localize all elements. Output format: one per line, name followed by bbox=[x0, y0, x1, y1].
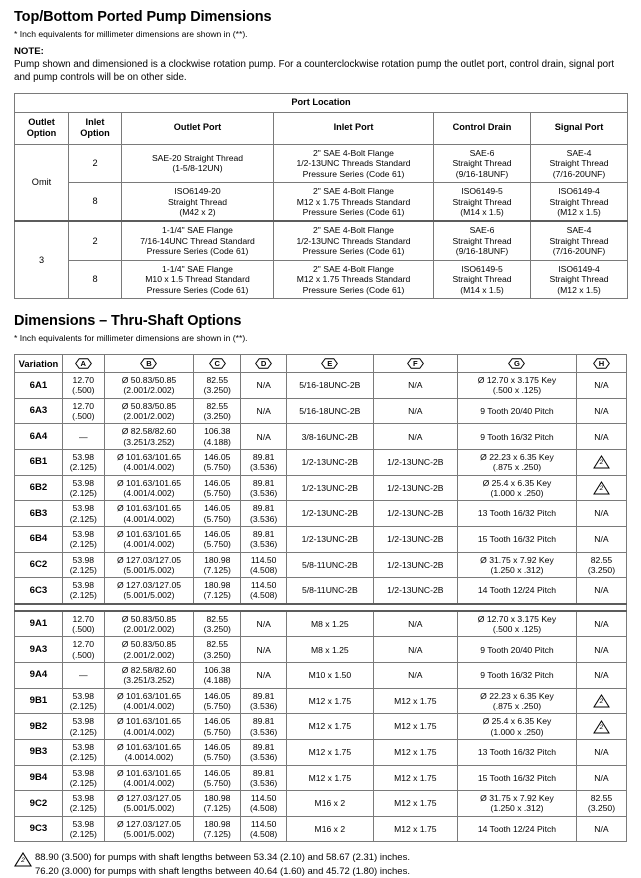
table-row bbox=[15, 475, 627, 501]
cell-dim-h: N/A bbox=[576, 501, 626, 527]
dimensions-table-wrapper bbox=[14, 354, 627, 843]
cell-dim-g: 9 Tooth 20/40 Pitch bbox=[458, 637, 577, 663]
cell-outlet-port: ISO6149-20 Straight Thread (M42 x 2) bbox=[122, 183, 274, 222]
cell-dim-c: 82.55 (3.250) bbox=[194, 637, 241, 663]
cell-dim-d: N/A bbox=[241, 398, 287, 424]
cell-dim-a: 53.98 (2.125) bbox=[62, 816, 104, 842]
cell-inlet-port: 2" SAE 4-Bolt Flange 1/2-13UNC Threads Standard Pressure Series (Code 61) bbox=[274, 221, 434, 260]
footnote-line-2: 76.20 (3.000) for pumps with shaft lengths between 40.64 (1.60) and 45.72 (1.80) inches. bbox=[35, 865, 410, 877]
cell-dim-e: M12 x 1.75 bbox=[287, 739, 374, 765]
cell-dim-h: N/A bbox=[576, 526, 626, 552]
triangle-marker: 2 bbox=[599, 459, 604, 467]
hex-callout-f-icon bbox=[407, 358, 424, 369]
cell-inlet-option: 2 bbox=[69, 144, 122, 182]
cell-outlet-port: SAE-20 Straight Thread (1-5/8-12UN) bbox=[122, 144, 274, 182]
cell-dim-d: N/A bbox=[241, 663, 287, 689]
cell-dim-f: N/A bbox=[373, 611, 457, 637]
cell-inlet-option: 8 bbox=[69, 260, 122, 298]
cell-dim-b: Ø 82.58/82.60 (3.251/3.252) bbox=[104, 424, 194, 450]
cell-dim-c: 146.05 (5.750) bbox=[194, 475, 241, 501]
cell-dim-b: Ø 101.63/101.65 (4.001/4.002) bbox=[104, 688, 194, 714]
cell-dim-d: 114.50 (4.508) bbox=[241, 791, 287, 817]
cell-dim-d: N/A bbox=[241, 637, 287, 663]
dim-col-header-h bbox=[576, 354, 626, 372]
header-inlet-port: Inlet Port bbox=[274, 112, 434, 144]
cell-inlet-option: 8 bbox=[69, 183, 122, 222]
cell-variation: 6B4 bbox=[15, 526, 63, 552]
cell-dim-a: 12.70 (.500) bbox=[62, 373, 104, 399]
cell-dim-b: Ø 50.83/50.85 (2.001/2.002) bbox=[104, 373, 194, 399]
hex-callout-letter: G bbox=[514, 358, 520, 368]
cell-inlet-port: 2" SAE 4-Bolt Flange 1/2-13UNC Threads Standard Pressure Series (Code 61) bbox=[274, 144, 434, 182]
cell-dim-g: Ø 12.70 x 3.175 Key (.500 x .125) bbox=[458, 611, 577, 637]
warning-triangle-icon bbox=[593, 694, 610, 708]
cell-signal-port: ISO6149-4 Straight Thread (M12 x 1.5) bbox=[531, 260, 628, 298]
cell-dim-f: 1/2-13UNC-2B bbox=[373, 578, 457, 604]
cell-dim-f: M12 x 1.75 bbox=[373, 688, 457, 714]
cell-control-drain: SAE-6 Straight Thread (9/16-18UNF) bbox=[434, 144, 531, 182]
header-signal-port: Signal Port bbox=[531, 112, 628, 144]
cell-dim-g: 9 Tooth 16/32 Pitch bbox=[458, 424, 577, 450]
cell-dim-f: M12 x 1.75 bbox=[373, 765, 457, 791]
cell-dim-e: 1/2-13UNC-2B bbox=[287, 475, 374, 501]
cell-dim-e: M10 x 1.50 bbox=[287, 663, 374, 689]
cell-inlet-port: 2" SAE 4-Bolt Flange M12 x 1.75 Threads Standard Pressure Series (Code 61) bbox=[274, 183, 434, 222]
cell-dim-d: 89.81 (3.536) bbox=[241, 450, 287, 476]
cell-dim-b: Ø 127.03/127.05 (5.001/5.002) bbox=[104, 578, 194, 604]
cell-dim-f: 1/2-13UNC-2B bbox=[373, 526, 457, 552]
cell-variation: 9B4 bbox=[15, 765, 63, 791]
cell-dim-f: N/A bbox=[373, 398, 457, 424]
cell-dim-e: M8 x 1.25 bbox=[287, 611, 374, 637]
cell-dim-f: N/A bbox=[373, 424, 457, 450]
hex-callout-e-icon bbox=[321, 358, 338, 369]
cell-dim-a: 53.98 (2.125) bbox=[62, 578, 104, 604]
cell-variation: 6B2 bbox=[15, 475, 63, 501]
cell-dim-a: 12.70 (.500) bbox=[62, 637, 104, 663]
table-row bbox=[15, 144, 628, 182]
triangle-marker: 2 bbox=[599, 723, 604, 731]
cell-dim-c: 180.98 (7.125) bbox=[194, 816, 241, 842]
cell-dim-e: 5/16-18UNC-2B bbox=[287, 398, 374, 424]
cell-dim-b: Ø 50.83/50.85 (2.001/2.002) bbox=[104, 637, 194, 663]
table-row bbox=[15, 526, 627, 552]
cell-dim-e: 5/8-11UNC-2B bbox=[287, 578, 374, 604]
cell-dim-b: Ø 101.63/101.65 (4.001/4.002) bbox=[104, 526, 194, 552]
cell-dim-a: 53.98 (2.125) bbox=[62, 526, 104, 552]
dimensions-inch-note: * Inch equivalents for millimeter dimensions are shown in (**). bbox=[14, 333, 248, 344]
cell-dim-h: N/A bbox=[576, 739, 626, 765]
cell-dim-g: 9 Tooth 16/32 Pitch bbox=[458, 663, 577, 689]
dim-col-header-g bbox=[458, 354, 577, 372]
cell-dim-g: 14 Tooth 12/24 Pitch bbox=[458, 816, 577, 842]
cell-variation: 9C2 bbox=[15, 791, 63, 817]
cell-inlet-option: 2 bbox=[69, 221, 122, 260]
table-row bbox=[15, 688, 627, 714]
dim-col-header-d bbox=[241, 354, 287, 372]
cell-dim-e: 3/8-16UNC-2B bbox=[287, 424, 374, 450]
cell-dim-e: M8 x 1.25 bbox=[287, 637, 374, 663]
dimensions-title: Dimensions – Thru-Shaft Options bbox=[14, 313, 242, 330]
triangle-marker: 2 bbox=[599, 697, 604, 705]
cell-dim-c: 82.55 (3.250) bbox=[194, 373, 241, 399]
cell-dim-a: 53.98 (2.125) bbox=[62, 791, 104, 817]
cell-dim-a: 53.98 (2.125) bbox=[62, 765, 104, 791]
cell-dim-g: Ø 31.75 x 7.92 Key (1.250 x .312) bbox=[458, 552, 577, 578]
cell-variation: 9A4 bbox=[15, 663, 63, 689]
cell-dim-a: 53.98 (2.125) bbox=[62, 688, 104, 714]
table-row bbox=[15, 398, 627, 424]
cell-variation: 6A4 bbox=[15, 424, 63, 450]
cell-dim-d: 114.50 (4.508) bbox=[241, 816, 287, 842]
table-row bbox=[15, 578, 627, 604]
cell-dim-a: 53.98 (2.125) bbox=[62, 450, 104, 476]
cell-dim-c: 146.05 (5.750) bbox=[194, 714, 241, 740]
cell-signal-port: SAE-4 Straight Thread (7/16-20UNF) bbox=[531, 144, 628, 182]
cell-dim-b: Ø 50.83/50.85 (2.001/2.002) bbox=[104, 398, 194, 424]
dim-col-header-a bbox=[62, 354, 104, 372]
cell-signal-port: ISO6149-4 Straight Thread (M12 x 1.5) bbox=[531, 183, 628, 222]
warning-triangle-icon bbox=[593, 481, 610, 495]
cell-dim-h: N/A bbox=[576, 663, 626, 689]
dim-col-header-b bbox=[104, 354, 194, 372]
cell-outlet-option: 3 bbox=[15, 221, 69, 298]
cell-dim-f: 1/2-13UNC-2B bbox=[373, 501, 457, 527]
cell-dim-f: M12 x 1.75 bbox=[373, 791, 457, 817]
cell-variation: 6A3 bbox=[15, 398, 63, 424]
hex-callout-letter: D bbox=[260, 358, 267, 368]
hex-callout-letter: E bbox=[327, 358, 333, 368]
cell-variation: 6B3 bbox=[15, 501, 63, 527]
cell-dim-e: 5/8-11UNC-2B bbox=[287, 552, 374, 578]
cell-dim-a: 53.98 (2.125) bbox=[62, 714, 104, 740]
cell-dim-d: N/A bbox=[241, 611, 287, 637]
cell-dim-f: 1/2-13UNC-2B bbox=[373, 552, 457, 578]
table-row bbox=[15, 450, 627, 476]
cell-control-drain: SAE-6 Straight Thread (9/16-18UNF) bbox=[434, 221, 531, 260]
cell-dim-b: Ø 101.63/101.65 (4.001/4.002) bbox=[104, 450, 194, 476]
hex-callout-letter: A bbox=[80, 358, 87, 368]
cell-dim-c: 146.05 (5.750) bbox=[194, 765, 241, 791]
table-row bbox=[15, 260, 628, 298]
port-table-title: Port Location bbox=[15, 94, 628, 112]
cell-dim-d: 89.81 (3.536) bbox=[241, 765, 287, 791]
cell-dim-d: 89.81 (3.536) bbox=[241, 739, 287, 765]
cell-variation: 9A1 bbox=[15, 611, 63, 637]
cell-dim-a: 53.98 (2.125) bbox=[62, 475, 104, 501]
cell-dim-h: N/A bbox=[576, 373, 626, 399]
dim-col-header-c bbox=[194, 354, 241, 372]
table-group-separator bbox=[15, 604, 627, 611]
cell-dim-c: 106.38 (4.188) bbox=[194, 424, 241, 450]
cell-variation: 9B3 bbox=[15, 739, 63, 765]
cell-dim-g: Ø 12.70 x 3.175 Key (.500 x .125) bbox=[458, 373, 577, 399]
cell-dim-c: 146.05 (5.750) bbox=[194, 501, 241, 527]
footnote-text bbox=[32, 851, 410, 877]
cell-dim-h: N/A bbox=[576, 637, 626, 663]
note-label: NOTE: bbox=[14, 46, 44, 58]
cell-dim-e: 1/2-13UNC-2B bbox=[287, 501, 374, 527]
cell-dim-c: 106.38 (4.188) bbox=[194, 663, 241, 689]
cell-dim-d: N/A bbox=[241, 373, 287, 399]
cell-dim-a: 53.98 (2.125) bbox=[62, 501, 104, 527]
cell-dim-h: 82.55 (3.250) bbox=[576, 552, 626, 578]
table-row bbox=[15, 663, 627, 689]
cell-variation: 9B1 bbox=[15, 688, 63, 714]
cell-dim-g: Ø 25.4 x 6.35 Key (1.000 x .250) bbox=[458, 714, 577, 740]
cell-dim-g: Ø 25.4 x 6.35 Key (1.000 x .250) bbox=[458, 475, 577, 501]
cell-dim-d: 114.50 (4.508) bbox=[241, 578, 287, 604]
cell-dim-h bbox=[576, 450, 626, 476]
port-location-table-wrapper bbox=[14, 93, 627, 299]
cell-variation: 9B2 bbox=[15, 714, 63, 740]
cell-dim-d: 89.81 (3.536) bbox=[241, 501, 287, 527]
hex-callout-h-icon bbox=[593, 358, 610, 369]
table-row bbox=[15, 765, 627, 791]
note-body: Pump shown and dimensioned is a clockwise rotation pump. For a counterclockwise rotation pump the outlet port, control drain, signal port and pump controls will be on other side. bbox=[14, 59, 615, 84]
cell-dim-g: Ø 22.23 x 6.35 Key (.875 x .250) bbox=[458, 450, 577, 476]
cell-dim-g: 14 Tooth 12/24 Pitch bbox=[458, 578, 577, 604]
cell-dim-c: 82.55 (3.250) bbox=[194, 398, 241, 424]
table-row bbox=[15, 424, 627, 450]
footnote-marker: 2 bbox=[21, 857, 25, 865]
cell-control-drain: ISO6149-5 Straight Thread (M14 x 1.5) bbox=[434, 260, 531, 298]
table-row bbox=[15, 611, 627, 637]
warning-triangle-icon bbox=[593, 720, 610, 734]
cell-dim-c: 180.98 (7.125) bbox=[194, 552, 241, 578]
hex-callout-letter: B bbox=[146, 358, 152, 368]
cell-dim-c: 180.98 (7.125) bbox=[194, 578, 241, 604]
cell-dim-c: 146.05 (5.750) bbox=[194, 526, 241, 552]
cell-dim-b: Ø 82.58/82.60 (3.251/3.252) bbox=[104, 663, 194, 689]
cell-dim-f: M12 x 1.75 bbox=[373, 816, 457, 842]
cell-variation: 6B1 bbox=[15, 450, 63, 476]
cell-dim-e: M16 x 2 bbox=[287, 816, 374, 842]
cell-dim-e: M12 x 1.75 bbox=[287, 714, 374, 740]
cell-dim-b: Ø 101.63/101.65 (4.001/4.002) bbox=[104, 475, 194, 501]
cell-dim-a: 53.98 (2.125) bbox=[62, 552, 104, 578]
cell-dim-a: 53.98 (2.125) bbox=[62, 739, 104, 765]
hex-callout-a-icon bbox=[75, 358, 92, 369]
cell-dim-d: 89.81 (3.536) bbox=[241, 475, 287, 501]
cell-dim-f: N/A bbox=[373, 373, 457, 399]
table-row bbox=[15, 816, 627, 842]
cell-dim-h: N/A bbox=[576, 424, 626, 450]
hex-callout-letter: C bbox=[214, 358, 220, 368]
cell-dim-e: M12 x 1.75 bbox=[287, 688, 374, 714]
table-row bbox=[15, 552, 627, 578]
port-table-header-row bbox=[15, 112, 628, 144]
footnote bbox=[14, 851, 627, 877]
header-outlet-port: Outlet Port bbox=[122, 112, 274, 144]
cell-inlet-port: 2" SAE 4-Bolt Flange M12 x 1.75 Threads Standard Pressure Series (Code 61) bbox=[274, 260, 434, 298]
cell-dim-g: 13 Tooth 16/32 Pitch bbox=[458, 739, 577, 765]
cell-dim-b: Ø 101.63/101.65 (4.001/4.002) bbox=[104, 714, 194, 740]
cell-dim-d: 89.81 (3.536) bbox=[241, 688, 287, 714]
page-title: Top/Bottom Ported Pump Dimensions bbox=[14, 9, 272, 25]
cell-dim-d: 89.81 (3.536) bbox=[241, 526, 287, 552]
triangle-marker: 2 bbox=[599, 484, 604, 492]
hex-callout-letter: H bbox=[598, 358, 605, 368]
table-row bbox=[15, 501, 627, 527]
dim-header-row bbox=[15, 354, 627, 372]
cell-signal-port: SAE-4 Straight Thread (7/16-20UNF) bbox=[531, 221, 628, 260]
cell-dim-h: N/A bbox=[576, 578, 626, 604]
cell-dim-h: 82.55 (3.250) bbox=[576, 791, 626, 817]
dim-col-header-f bbox=[373, 354, 457, 372]
cell-dim-e: 1/2-13UNC-2B bbox=[287, 450, 374, 476]
cell-dim-c: 146.05 (5.750) bbox=[194, 688, 241, 714]
cell-dim-h bbox=[576, 475, 626, 501]
cell-dim-c: 146.05 (5.750) bbox=[194, 450, 241, 476]
cell-dim-c: 82.55 (3.250) bbox=[194, 611, 241, 637]
cell-dim-h: N/A bbox=[576, 816, 626, 842]
cell-dim-e: M16 x 2 bbox=[287, 791, 374, 817]
header-inlet-option: Inlet Option bbox=[69, 112, 122, 144]
port-table-title-row bbox=[15, 94, 628, 112]
cell-dim-a: — bbox=[62, 663, 104, 689]
cell-dim-g: Ø 31.75 x 7.92 Key (1.250 x .312) bbox=[458, 791, 577, 817]
cell-dim-f: M12 x 1.75 bbox=[373, 714, 457, 740]
cell-dim-d: 114.50 (4.508) bbox=[241, 552, 287, 578]
cell-dim-f: M12 x 1.75 bbox=[373, 739, 457, 765]
cell-dim-h: N/A bbox=[576, 765, 626, 791]
footnote-line-1: 88.90 (3.500) for pumps with shaft lengths between 53.34 (2.10) and 58.67 (2.31) inches. bbox=[35, 852, 410, 864]
dim-col-header-e bbox=[287, 354, 374, 372]
cell-dim-f: N/A bbox=[373, 637, 457, 663]
table-row bbox=[15, 637, 627, 663]
cell-dim-g: 13 Tooth 16/32 Pitch bbox=[458, 501, 577, 527]
table-row bbox=[15, 373, 627, 399]
cell-dim-h: N/A bbox=[576, 398, 626, 424]
cell-dim-g: 15 Tooth 16/32 Pitch bbox=[458, 526, 577, 552]
table-row bbox=[15, 791, 627, 817]
cell-dim-g: 15 Tooth 16/32 Pitch bbox=[458, 765, 577, 791]
cell-dim-c: 180.98 (7.125) bbox=[194, 791, 241, 817]
table-row bbox=[15, 221, 628, 260]
cell-dim-g: Ø 22.23 x 6.35 Key (.875 x .250) bbox=[458, 688, 577, 714]
cell-dim-a: — bbox=[62, 424, 104, 450]
cell-dim-f: 1/2-13UNC-2B bbox=[373, 450, 457, 476]
table-row bbox=[15, 714, 627, 740]
cell-dim-f: N/A bbox=[373, 663, 457, 689]
hex-callout-letter: F bbox=[413, 358, 418, 368]
cell-dim-h: N/A bbox=[576, 611, 626, 637]
cell-dim-a: 12.70 (.500) bbox=[62, 611, 104, 637]
cell-variation: 9C3 bbox=[15, 816, 63, 842]
cell-dim-g: 9 Tooth 20/40 Pitch bbox=[458, 398, 577, 424]
cell-dim-e: M12 x 1.75 bbox=[287, 765, 374, 791]
dim-col-header-variation: Variation bbox=[15, 354, 63, 372]
table-row bbox=[15, 183, 628, 222]
cell-dim-b: Ø 101.63/101.65 (4.0014.002) bbox=[104, 739, 194, 765]
cell-dim-d: N/A bbox=[241, 424, 287, 450]
port-location-table bbox=[14, 93, 628, 299]
header-control-drain: Control Drain bbox=[434, 112, 531, 144]
warning-triangle-icon bbox=[14, 852, 32, 867]
cell-variation: 9A3 bbox=[15, 637, 63, 663]
hex-callout-g-icon bbox=[508, 358, 525, 369]
hex-callout-d-icon bbox=[255, 358, 272, 369]
cell-dim-f: 1/2-13UNC-2B bbox=[373, 475, 457, 501]
cell-dim-h bbox=[576, 688, 626, 714]
cell-variation: 6C2 bbox=[15, 552, 63, 578]
cell-dim-h bbox=[576, 714, 626, 740]
cell-variation: 6A1 bbox=[15, 373, 63, 399]
table-row bbox=[15, 739, 627, 765]
cell-dim-b: Ø 127.03/127.05 (5.001/5.002) bbox=[104, 791, 194, 817]
cell-dim-b: Ø 127.03/127.05 (5.001/5.002) bbox=[104, 552, 194, 578]
cell-dim-b: Ø 101.63/101.65 (4.001/4.002) bbox=[104, 501, 194, 527]
cell-dim-c: 146.05 (5.750) bbox=[194, 739, 241, 765]
cell-outlet-port: 1-1/4" SAE Flange M10 x 1.5 Thread Standard Pressure Series (Code 61) bbox=[122, 260, 274, 298]
cell-outlet-port: 1-1/4" SAE Flange 7/16-14UNC Thread Standard Pressure Series (Code 61) bbox=[122, 221, 274, 260]
cell-dim-d: 89.81 (3.536) bbox=[241, 714, 287, 740]
cell-dim-b: Ø 50.83/50.85 (2.001/2.002) bbox=[104, 611, 194, 637]
dimensions-table bbox=[14, 354, 627, 843]
cell-dim-b: Ø 101.63/101.65 (4.001/4.002) bbox=[104, 765, 194, 791]
header-outlet-option: Outlet Option bbox=[15, 112, 69, 144]
cell-dim-a: 12.70 (.500) bbox=[62, 398, 104, 424]
cell-control-drain: ISO6149-5 Straight Thread (M14 x 1.5) bbox=[434, 183, 531, 222]
cell-dim-e: 5/16-18UNC-2B bbox=[287, 373, 374, 399]
cell-variation: 6C3 bbox=[15, 578, 63, 604]
warning-triangle-icon bbox=[593, 455, 610, 469]
hex-callout-b-icon bbox=[140, 358, 157, 369]
inch-equivalents-note: * Inch equivalents for millimeter dimensions are shown in (**). bbox=[14, 29, 248, 39]
cell-dim-e: 1/2-13UNC-2B bbox=[287, 526, 374, 552]
cell-dim-b: Ø 127.03/127.05 (5.001/5.002) bbox=[104, 816, 194, 842]
hex-callout-c-icon bbox=[209, 358, 226, 369]
cell-outlet-option: Omit bbox=[15, 144, 69, 221]
